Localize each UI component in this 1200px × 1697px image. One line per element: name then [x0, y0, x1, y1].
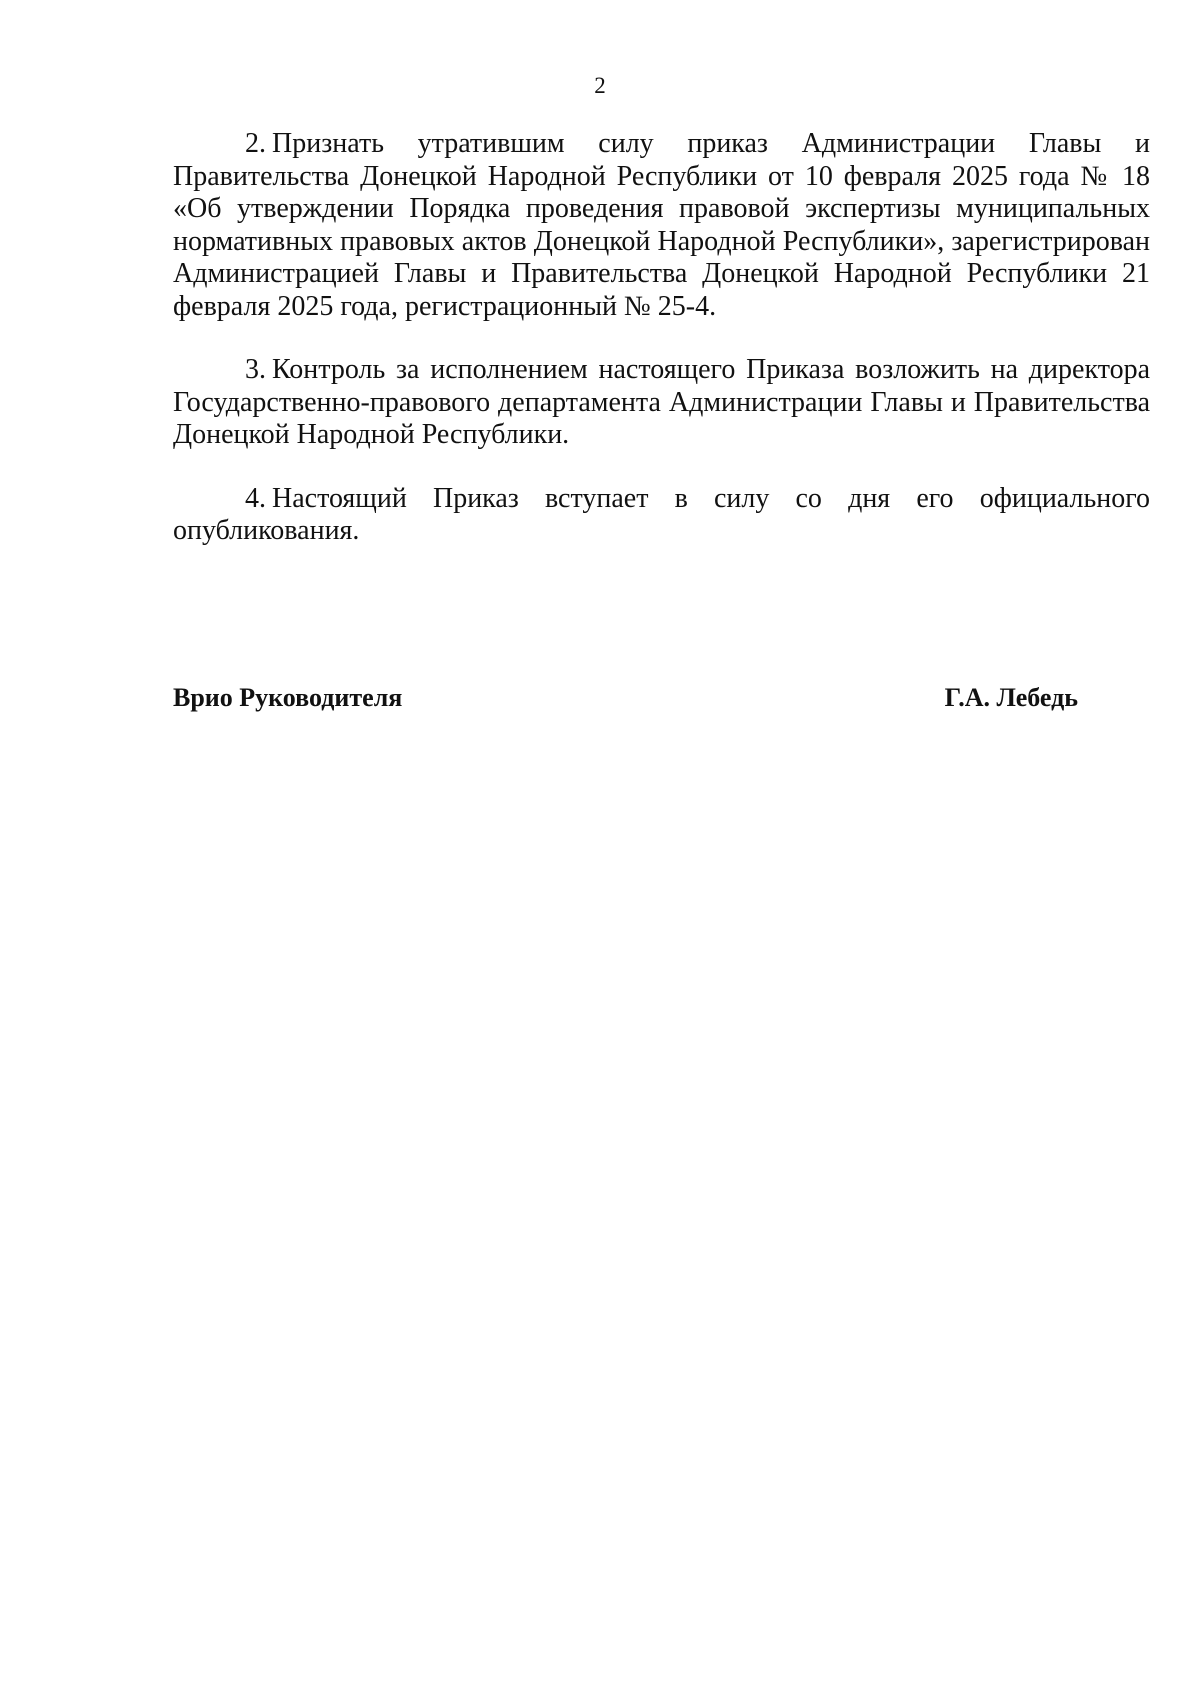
signatory-position: Врио Руководителя	[173, 683, 403, 712]
paragraph-number: 4.	[245, 482, 266, 514]
paragraph-text: Настоящий Приказ вступает в силу со дня его официального опубликования.	[173, 482, 1150, 546]
page-number: 2	[594, 73, 606, 98]
signatory-name: Г.А. Лебедь	[944, 683, 1078, 712]
document-body	[173, 128, 1150, 579]
paragraph-text: Контроль за исполнением настоящего Приказа возложить на директора Государственно-правового департамента Администрации Главы и Правительства Донецкой Народной Республики.	[173, 354, 1150, 450]
paragraph-4	[173, 483, 1150, 548]
paragraph-2	[173, 128, 1150, 323]
paragraph-text: Признать утратившим силу приказ Администрации Главы и Правительства Донецкой Народной Республики от 10 февраля 2025 года № 18 «Об утверждении Порядка проведения правовой экспертизы муниципальных нормативных правовых актов Донецкой Народной Республики», зарегистрирован Администрацией Главы и Правительства Донецкой Народной Республики 21 февраля 2025 года, регистрационный № 25-4.	[173, 128, 1150, 322]
paragraph-number: 3.	[245, 354, 266, 385]
paragraph-3	[173, 354, 1150, 452]
signature-block	[173, 682, 1078, 714]
paragraph-number: 2.	[245, 128, 266, 159]
